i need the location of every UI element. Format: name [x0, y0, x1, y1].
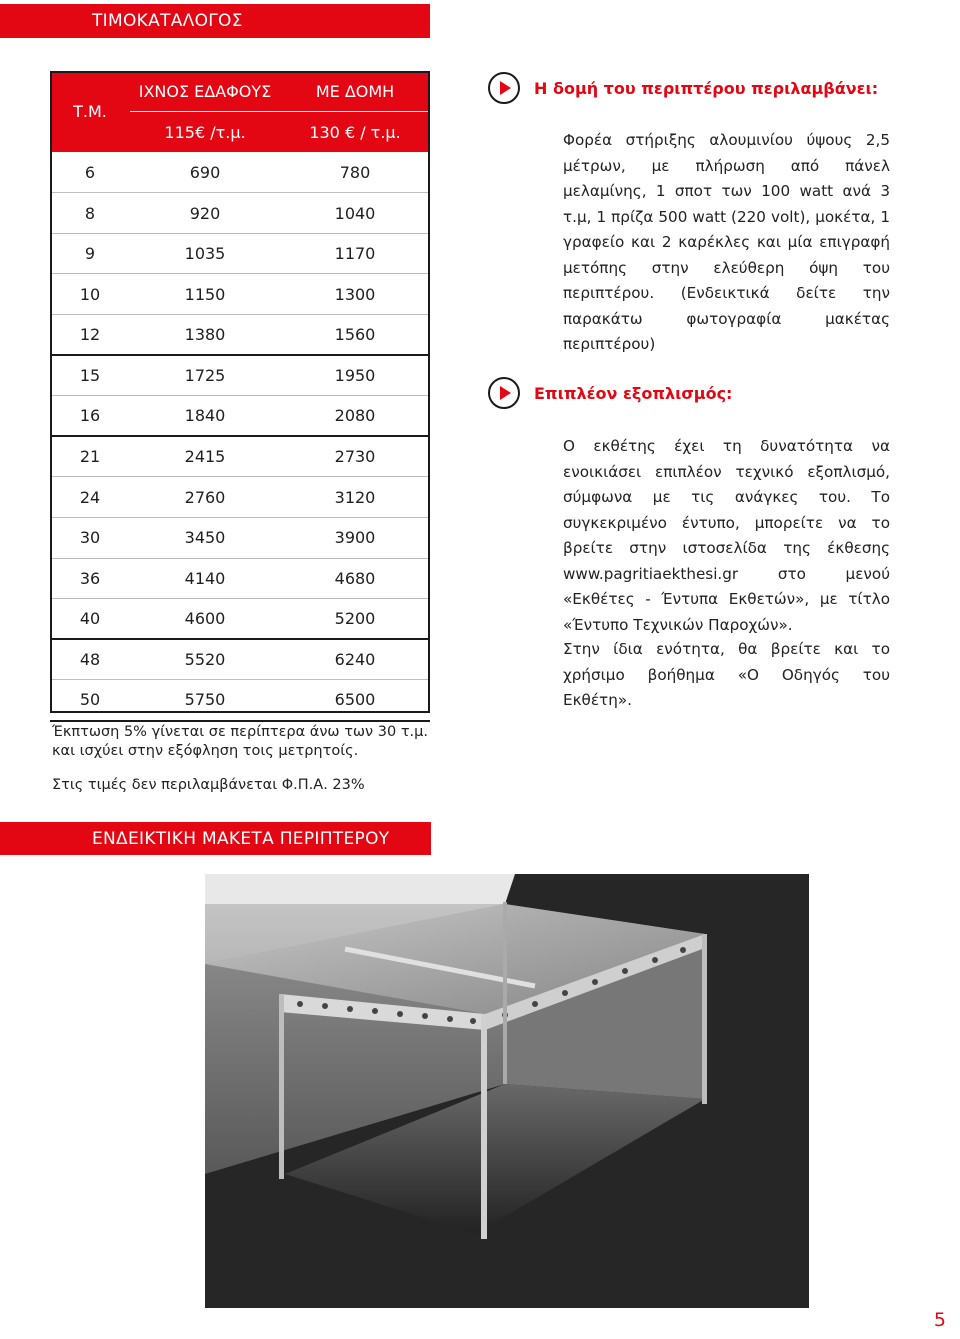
structure-description: Φορέα στήριξης αλουμινίου ύψους 2,5 μέτρων, με πλήρωση από πάνελ μελαμίνης, 1 σποτ των 100 watt ανά 3 τ.μ, 1 πρίζα 500 watt (220 volt), μοκέτα, 1 γραφείο και 2 καρέκλες και μία επιγραφή μετόπης στην ελεύθερη όψη του περιπτέρου. (Ενδεικτικά δείτε την παρακάτω φωτογραφία μακέτας περιπτέρου): [563, 131, 890, 353]
cell-floor-price: 4600: [130, 599, 280, 640]
cell-structure-price: 3900: [280, 518, 430, 559]
cell-structure-price: 6500: [280, 680, 430, 721]
cell-structure-price: 3120: [280, 477, 430, 518]
cell-floor-price: 3450: [130, 518, 280, 559]
cell-floor-price: 1840: [130, 396, 280, 437]
cell-sqm: 24: [50, 477, 130, 518]
cell-sqm: 16: [50, 396, 130, 437]
cell-sqm: 6: [50, 152, 130, 193]
structure-section-title: Η δομή του περιπτέρου περιλαμβάνει:: [534, 78, 879, 98]
mockup-title: ΕΝΔΕΙΚΤΙΚΗ ΜΑΚΕΤΑ ΠΕΡΙΠΤΕΡΟΥ: [92, 828, 390, 849]
cell-sqm: 30: [50, 518, 130, 559]
cell-floor-price: 5520: [130, 639, 280, 680]
cell-structure-price: 1560: [280, 315, 430, 356]
equipment-section-heading: [488, 377, 732, 409]
cell-sqm: 21: [50, 436, 130, 477]
page-number: 5: [933, 1309, 946, 1331]
cell-sqm: 9: [50, 233, 130, 274]
exhibitor-guide-note: Στην ίδια ενότητα, θα βρείτε και το χρήσιμο βοήθημα «Ο Οδηγός του Εκθέτη».: [563, 640, 890, 709]
table-row: [50, 355, 430, 396]
cell-floor-price: 2415: [130, 436, 280, 477]
cell-structure-price: 1300: [280, 274, 430, 315]
structure-section-heading: [488, 72, 878, 104]
cell-floor-price: 4140: [130, 558, 280, 599]
cell-sqm: 12: [50, 315, 130, 356]
cell-structure-price: 1950: [280, 355, 430, 396]
price-list-header: [0, 4, 430, 38]
table-row: [50, 274, 430, 315]
col-header-sqm: Τ.Μ.: [50, 71, 130, 152]
floor-rate: 115€ /τ.μ.: [130, 112, 280, 153]
table-header-row: [50, 71, 430, 112]
table-row: [50, 518, 430, 559]
cell-sqm: 48: [50, 639, 130, 680]
mockup-header: [0, 822, 431, 855]
cell-structure-price: 5200: [280, 599, 430, 640]
play-circle-icon: [488, 377, 520, 409]
cell-structure-price: 780: [280, 152, 430, 193]
cell-sqm: 40: [50, 599, 130, 640]
cell-floor-price: 2760: [130, 477, 280, 518]
col-header-structure: ΜΕ ΔΟΜΗ: [280, 71, 430, 112]
cell-floor-price: 920: [130, 193, 280, 234]
booth-mockup-image: [205, 874, 809, 1308]
table-row: [50, 315, 430, 356]
cell-structure-price: 1170: [280, 233, 430, 274]
cell-floor-price: 1035: [130, 233, 280, 274]
price-list-title: ΤΙΜΟΚΑΤΑΛΟΓΟΣ: [92, 11, 243, 31]
cell-floor-price: 690: [130, 152, 280, 193]
cell-sqm: 36: [50, 558, 130, 599]
cell-sqm: 50: [50, 680, 130, 721]
cell-structure-price: 1040: [280, 193, 430, 234]
table-row: [50, 558, 430, 599]
table-row: [50, 477, 430, 518]
cell-sqm: 10: [50, 274, 130, 315]
discount-note: Έκπτωση 5% γίνεται σε περίπτερα άνω των 30 τ.μ. και ισχύει στην εξόφληση τοις μετρητοίς.: [52, 724, 429, 759]
table-row: [50, 639, 430, 680]
cell-floor-price: 1150: [130, 274, 280, 315]
equipment-description: Ο εκθέτης έχει τη δυνατότητα να ενοικιάσει επιπλέον τεχνικό εξοπλισμό, σύμφωνα με τις ανάγκες του. Το συγκεκριμένο έντυπο, μπορείτε να το βρείτε στην ιστοσελίδα της έκθεσης www.pagritiaekthesi.gr στο μενού «Εκθέτες - Έντυπα Εκθετών», με τίτλο «Έντυπο Τεχνικών Παροχών».: [563, 437, 890, 634]
cell-structure-price: 2080: [280, 396, 430, 437]
col-header-floor: ΙΧΝΟΣ ΕΔΑΦΟΥΣ: [130, 71, 280, 112]
table-row: [50, 233, 430, 274]
cell-structure-price: 2730: [280, 436, 430, 477]
price-table: [50, 71, 430, 722]
equipment-section-title: Επιπλέον εξοπλισμός:: [534, 383, 733, 403]
cell-floor-price: 5750: [130, 680, 280, 721]
vat-note: Στις τιμές δεν περιλαμβάνεται Φ.Π.Α. 23%: [52, 777, 365, 793]
table-row: [50, 599, 430, 640]
cell-structure-price: 4680: [280, 558, 430, 599]
cell-floor-price: 1380: [130, 315, 280, 356]
play-circle-icon: [488, 72, 520, 104]
table-row: [50, 396, 430, 437]
table-row: [50, 436, 430, 477]
cell-floor-price: 1725: [130, 355, 280, 396]
table-row: [50, 152, 430, 193]
structure-rate: 130 € / τ.μ.: [280, 112, 430, 153]
table-row: [50, 193, 430, 234]
cell-structure-price: 6240: [280, 639, 430, 680]
cell-sqm: 15: [50, 355, 130, 396]
cell-sqm: 8: [50, 193, 130, 234]
table-row: [50, 680, 430, 721]
